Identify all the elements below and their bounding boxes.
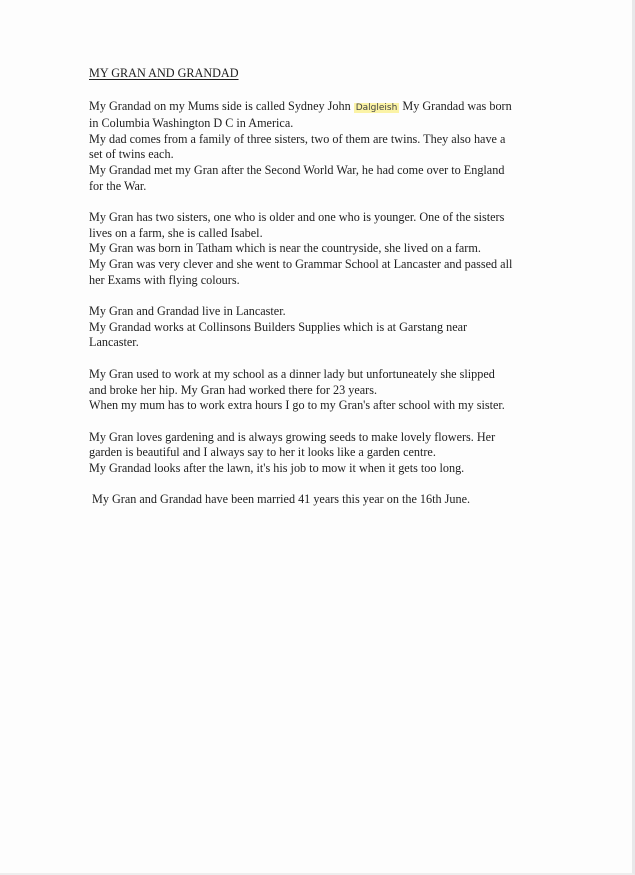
text-line: My Grandad looks after the lawn, it's his job to mow it when it gets too long. (89, 460, 465, 475)
text-segment: My Grandad was born (399, 98, 512, 113)
text-line: set of twins each. (89, 147, 174, 162)
text-line: for the War. (89, 178, 147, 193)
text-line: in Columbia Washington D C in America. (89, 116, 294, 131)
paragraph-where-they-live (89, 304, 529, 351)
paragraph-grandad-origins (89, 99, 529, 195)
text-segment: My Grandad on my Mums side is called Sydney John (89, 98, 354, 113)
text-line: When my mum has to work extra hours I go to my Gran's after school with my sister. (89, 398, 505, 413)
document-title: MY GRAN AND GRANDAD (89, 66, 239, 80)
text-line: garden is beautiful and I always say to her it looks like a garden centre. (89, 445, 436, 460)
document-body (89, 66, 529, 524)
text-line: My Gran was born in Tatham which is near the countryside, she lived on a farm. (89, 241, 481, 256)
paragraph-gardening (89, 430, 529, 477)
text-line: My Gran and Grandad live in Lancaster. (89, 304, 286, 319)
text-line: My Grandad works at Collinsons Builders Supplies which is at Garstang near (89, 319, 468, 334)
text-line: My dad comes from a family of three sisters, two of them are twins. They also have a (89, 131, 506, 146)
text-line: Lancaster. (89, 335, 139, 350)
text-line (89, 99, 529, 117)
paragraph-marriage (89, 492, 529, 508)
text-line: My Gran loves gardening and is always growing seeds to make lovely flowers. Her (89, 429, 496, 444)
text-line: lives on a farm, she is called Isabel. (89, 225, 263, 240)
text-line: My Grandad met my Gran after the Second World War, he had come over to England (89, 162, 505, 177)
highlighted-surname: Dalgleish (355, 102, 398, 113)
paragraph-gran-family (89, 210, 529, 288)
paragraph-gran-work (89, 367, 529, 414)
text-line: her Exams with flying colours. (89, 272, 240, 287)
text-line: My Gran was very clever and she went to Grammar School at Lancaster and passed all (89, 256, 513, 271)
text-line: My Gran has two sisters, one who is older and one who is younger. One of the sisters (89, 210, 505, 225)
text-line: and broke her hip. My Gran had worked there for 23 years. (89, 382, 378, 397)
text-line: My Gran and Grandad have been married 41 years this year on the 16th June. (92, 492, 471, 507)
text-line: My Gran used to work at my school as a dinner lady but unfortuneately she slipped (89, 366, 495, 381)
